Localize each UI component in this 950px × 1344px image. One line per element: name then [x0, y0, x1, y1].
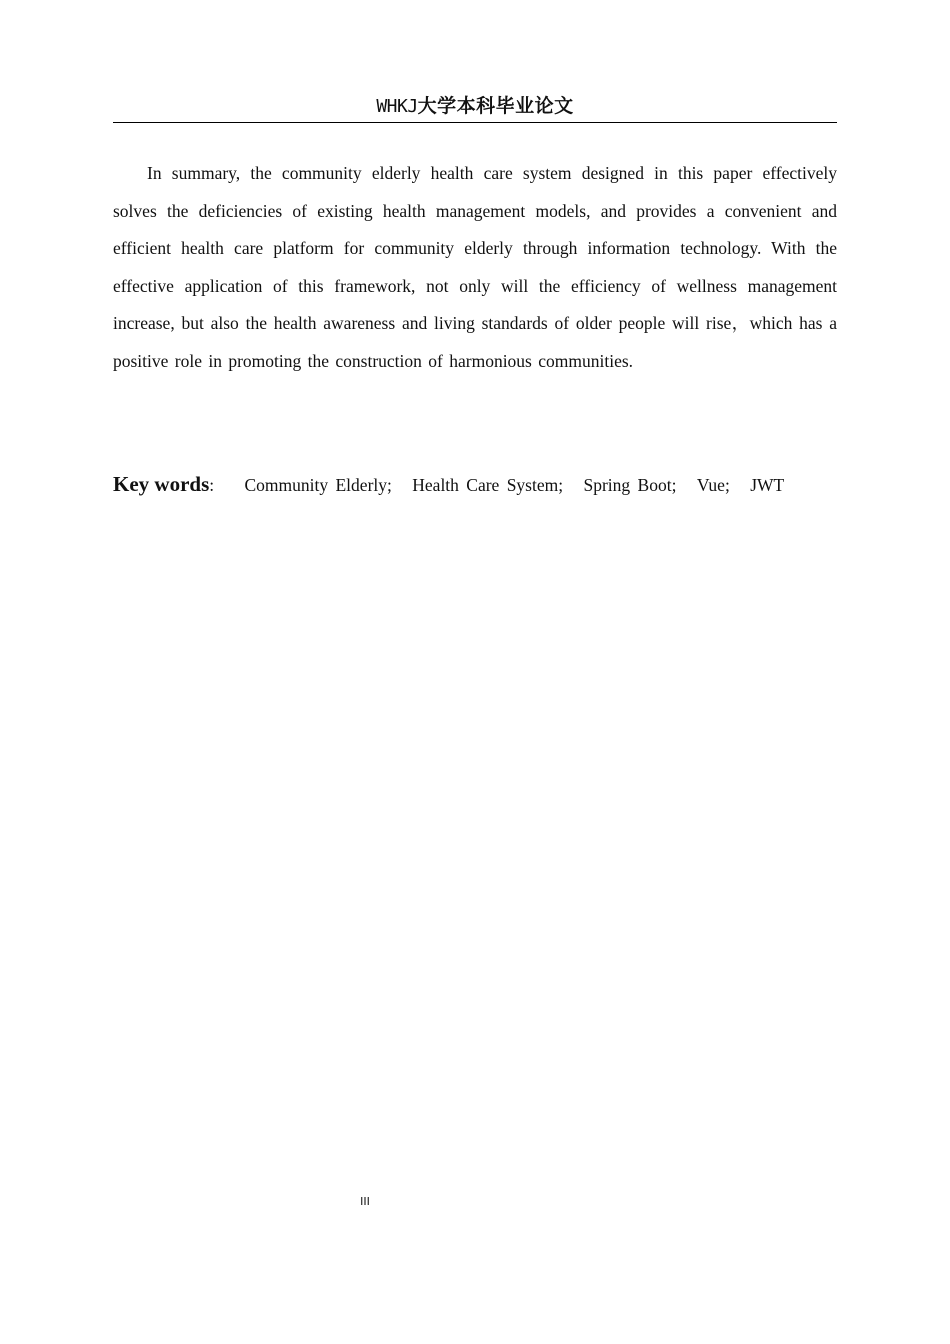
abstract-paragraph: In summary, the community elderly health care system designed in this paper effectively solves the deficiencies of existing health management models, and provides a convenient and efficient health care platform for community elderly through information technology. With the effective application of this framework, not only will the efficiency of wellness management increase, but also the health awareness and living standards of older people will rise，which has a positive role in promoting the construction of harmonious communities.	[113, 163, 837, 371]
keyword-item: Community Elderly	[244, 475, 388, 495]
keywords-label: Key words	[113, 472, 210, 496]
keyword-separator: ;	[558, 475, 564, 495]
header-school-code: WHKJ	[376, 96, 418, 117]
header-title: 大学本科毕业论文	[417, 95, 574, 117]
keyword-separator: ;	[387, 475, 392, 495]
keywords-line	[113, 466, 853, 503]
keyword-separator: ;	[724, 475, 730, 495]
keyword-item: Health Care System	[412, 475, 559, 495]
keyword-item: JWT	[750, 475, 785, 495]
keyword-item: Spring Boot	[583, 475, 672, 495]
keyword-separator: ;	[671, 475, 677, 495]
keywords-colon: :	[209, 475, 215, 495]
keyword-item: Vue	[696, 475, 725, 495]
running-header	[113, 92, 837, 123]
page-number: III	[360, 1195, 370, 1208]
